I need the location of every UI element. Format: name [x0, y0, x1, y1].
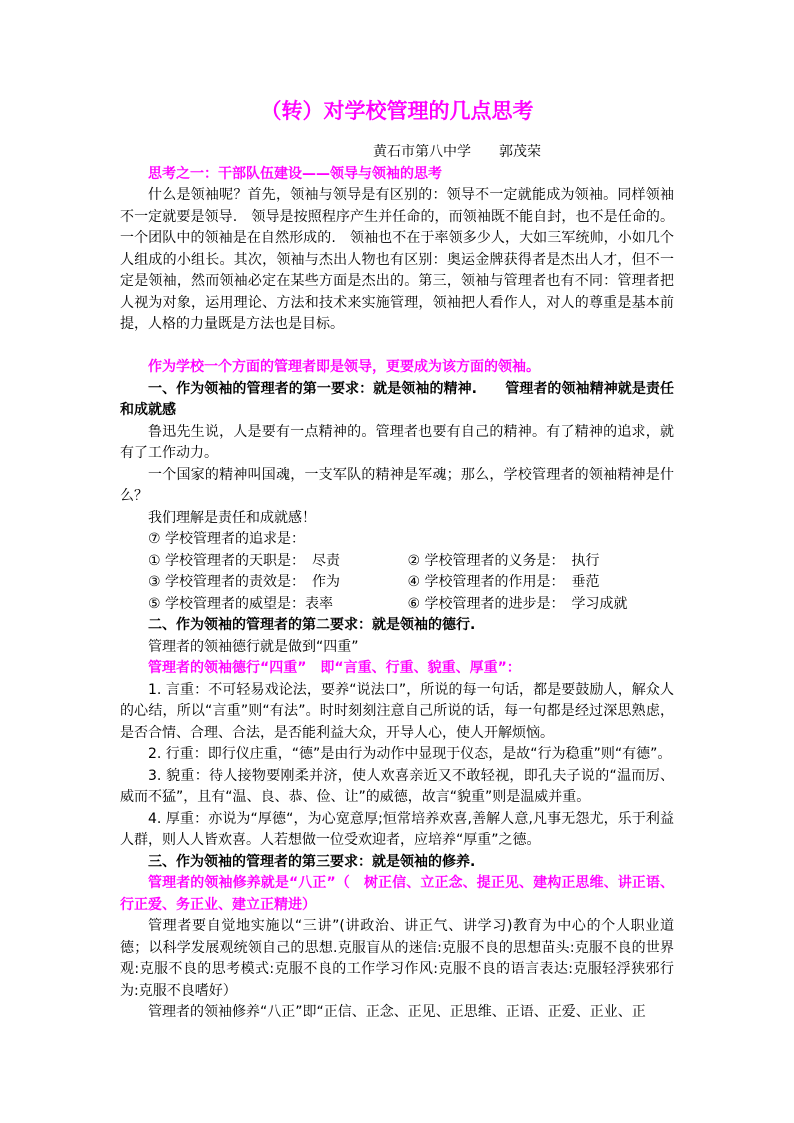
- subsection-title-3: 三、作为领袖的管理者的第三要求：就是领袖的修养.: [148, 853, 476, 870]
- list-item: ⑥ 学校管理者的进步是： 学习成就: [407, 595, 628, 612]
- body-paragraph: 2. 行重：即行仪庄重，“德”是由行为动作中显现于仪态，是故“行为稳重”则“有德”。: [148, 746, 672, 762]
- body-paragraph: 3. 貌重：待人接物要刚柔并济，使人欢喜亲近又不敢轻视，即孔夫子说的“温而厉、威而不猛”，且有“温、良、恭、俭、让”的威德，故言“貌重”则是温威并重。: [120, 767, 674, 805]
- author-byline: 黄石市第八中学 郭茂荣: [373, 144, 541, 160]
- body-paragraph: 我们理解是责任和成就感！: [148, 509, 316, 526]
- body-paragraph: 管理者要自觉地实施以“三讲”(讲政治、讲正气、讲学习)教育为中心的个人职业道德；以科学发展观统领自己的思想.克服盲从的迷信:克服不良的思想苗头:克服不良的世界观:克服不良的思考模式:克服不良的工作学习作风:克服不良的语言表达:克服轻浮狭邪行为:克服不良嗜好）: [120, 918, 674, 999]
- list-item: ② 学校管理者的义务是： 执行: [407, 552, 600, 569]
- subsection-title-1: 一、作为领袖的管理者的第一要求：就是领袖的精神. 管理者的领袖精神就是责任和成就感: [120, 380, 674, 418]
- body-paragraph: 管理者的领袖德行就是做到“四重”: [148, 638, 359, 655]
- list-item: ⑦ 学校管理者的追求是：: [148, 531, 306, 547]
- numbered-list-row: [120, 529, 674, 551]
- body-paragraph: 鲁迅先生说，人是要有一点精神的。管理者也要有自己的精神。有了精神的追求，就有了工作动力。: [120, 423, 674, 461]
- list-item: ④ 学校管理者的作用是： 垂范: [407, 574, 600, 590]
- subsection-title-2: 二、作为领袖的管理者的第二要求：就是领袖的德行.: [148, 617, 476, 633]
- body-paragraph: 什么是领袖呢？首先，领袖与领导是有区别的：领导不一定就能成为领袖。同样领袖不一定就要是领导. 领导是按照程序产生并任命的，而领袖既不能自封，也不是任命的。一个团队中的领袖是在自然形成的. 领袖也不在于率领多少人，大如三军统帅，小如几个人组成的小组长。其次，领袖与杰出人物也有区别：奥运金牌获得者是杰出人才，但不一定是领袖，然而领袖必定在某些方面是杰出的。第三，领袖与管理者也有不同：管理者把人视为对象，运用理论、方法和技术来实施管理，领袖把人看作人，对人的尊重是基本前提，人格的力量既是方法也是目标。: [120, 187, 674, 332]
- emphasis-line: 管理者的领袖修养就是“八正”（ 树正信、立正念、提正见、建构正思维、讲正语、行正爱、务正业、建立正精进）: [120, 875, 674, 913]
- body-paragraph: 一个国家的精神叫国魂，一支军队的精神是军魂；那么，学校管理者的领袖精神是什么？: [120, 466, 674, 504]
- section-heading: 思考之一：干部队伍建设——领导与领袖的思考: [148, 165, 442, 182]
- body-paragraph: 4. 厚重：亦说为“厚德“，为心宽意厚;恒常培养欢喜,善解人意,凡事无怨尤，乐于利益人群，则人人皆欢喜。人若想做一位受欢迎者，应培养“厚重”之德。: [120, 810, 674, 848]
- numbered-list-row: [120, 594, 674, 616]
- numbered-list-row: [120, 572, 674, 594]
- document-title: （转）对学校管理的几点思考: [260, 99, 534, 123]
- list-item: ③ 学校管理者的责效是： 作为: [148, 574, 341, 590]
- list-item: ⑤ 学校管理者的威望是：表率: [148, 595, 334, 612]
- body-paragraph: 管理者的领袖修养“八正”即“正信、正念、正见、正思维、正语、正爱、正业、正: [148, 1004, 646, 1020]
- emphasis-line: 作为学校一个方面的管理者即是领导，更要成为该方面的领袖。: [148, 359, 540, 375]
- body-paragraph: 1. 言重：不可轻易戏论法，要养“说法口”，所说的每一句话，都是要鼓励人，解众人的心结，所以“言重”则“有法”。时时刻刻注意自己所说的话，每一句都是经过深思熟虑，是否合情、合理、合法，是否能利益大众，开导人心，使人开解烦恼。: [120, 681, 674, 741]
- list-item: ① 学校管理者的天职是： 尽责: [148, 552, 341, 569]
- document-body: [120, 96, 674, 1024]
- numbered-list-row: [120, 551, 674, 573]
- emphasis-line: 管理者的领袖德行“四重” 即“言重、行重、貌重、厚重”：: [148, 660, 521, 676]
